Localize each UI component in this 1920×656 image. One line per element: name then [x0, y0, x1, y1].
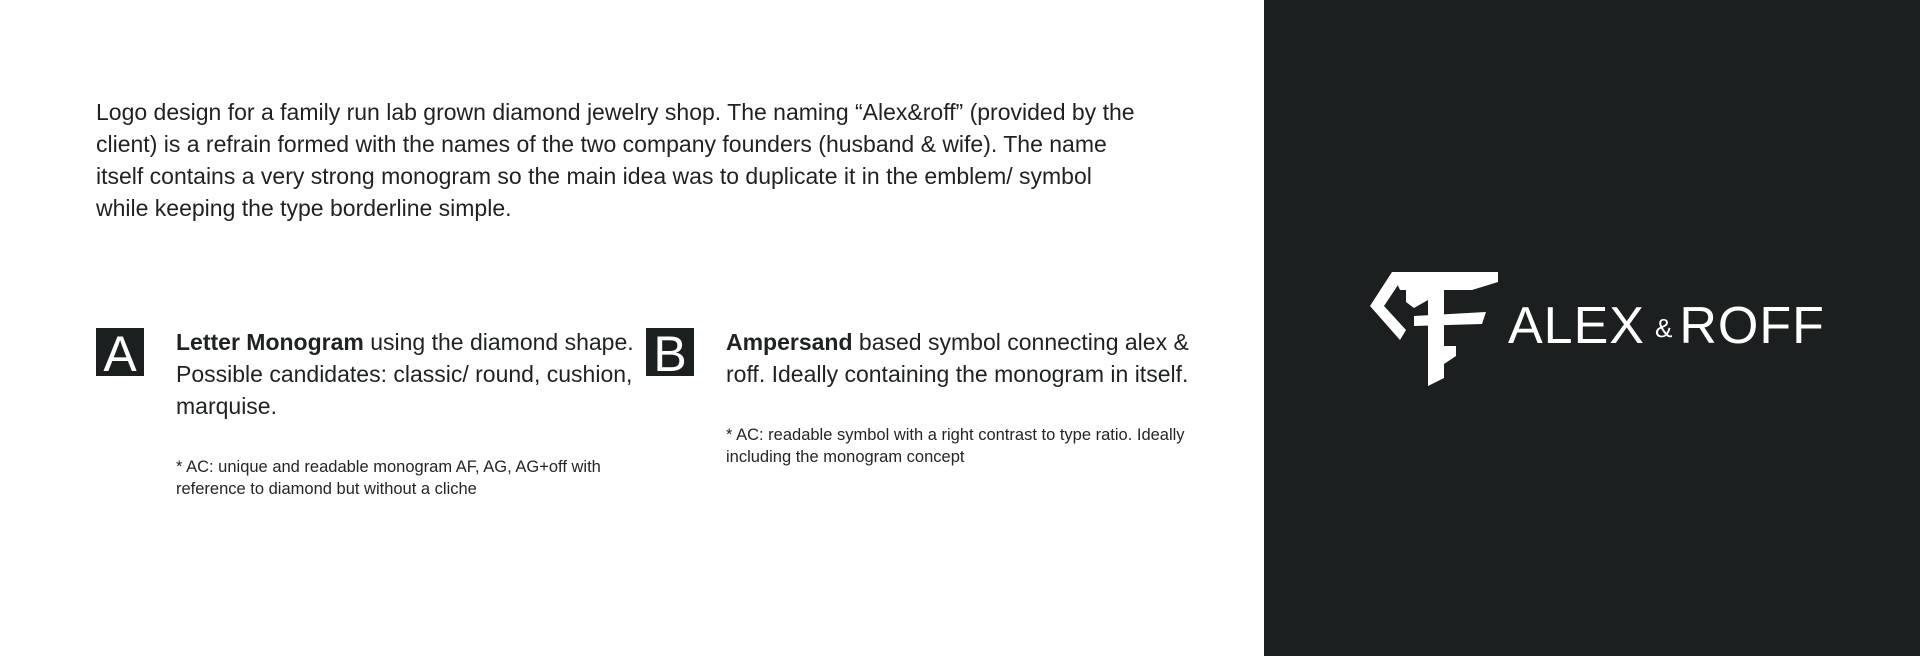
- logo-word-roff: ROFF: [1679, 297, 1825, 355]
- intro-paragraph: Logo design for a family run lab grown diamond jewelry shop. The naming “Alex&roff” (provided by the client) is a refrain formed with the names of the two company founders (husband & wife). The name itself contains a very strong monogram so the main idea was to duplicate it in the emblem/ symbol while keeping the type borderline simple.: [96, 99, 1135, 221]
- option-a-badge: A: [96, 328, 144, 376]
- logo-word-alex: ALEX: [1508, 297, 1645, 355]
- option-b-note: * AC: readable symbol with a right contrast to type ratio. Ideally including the monogram concept: [726, 426, 1185, 466]
- option-a-text: using the diamond shape. Possible candidates: classic/ round, cushion, marquise.: [176, 329, 634, 419]
- logo-ampersand: &: [1654, 313, 1674, 343]
- option-b-title: Ampersand: [726, 329, 853, 355]
- option-b-body: [726, 326, 1226, 468]
- option-a-note: * AC: unique and readable monogram AF, AG, AG+off with reference to diamond but without a cliche: [176, 458, 601, 498]
- option-b-text: based symbol connecting alex & roff. Ideally containing the monogram in itself.: [726, 329, 1189, 387]
- alex-roff-logo: [1370, 268, 1825, 388]
- option-b-badge: B: [646, 328, 694, 376]
- option-a-title: Letter Monogram: [176, 329, 364, 355]
- option-a-description: [176, 326, 666, 422]
- option-b-description: [726, 326, 1226, 390]
- logo-wordmark: [1508, 296, 1825, 356]
- diamond-monogram-icon: [1370, 268, 1498, 388]
- option-a-body: [176, 326, 666, 500]
